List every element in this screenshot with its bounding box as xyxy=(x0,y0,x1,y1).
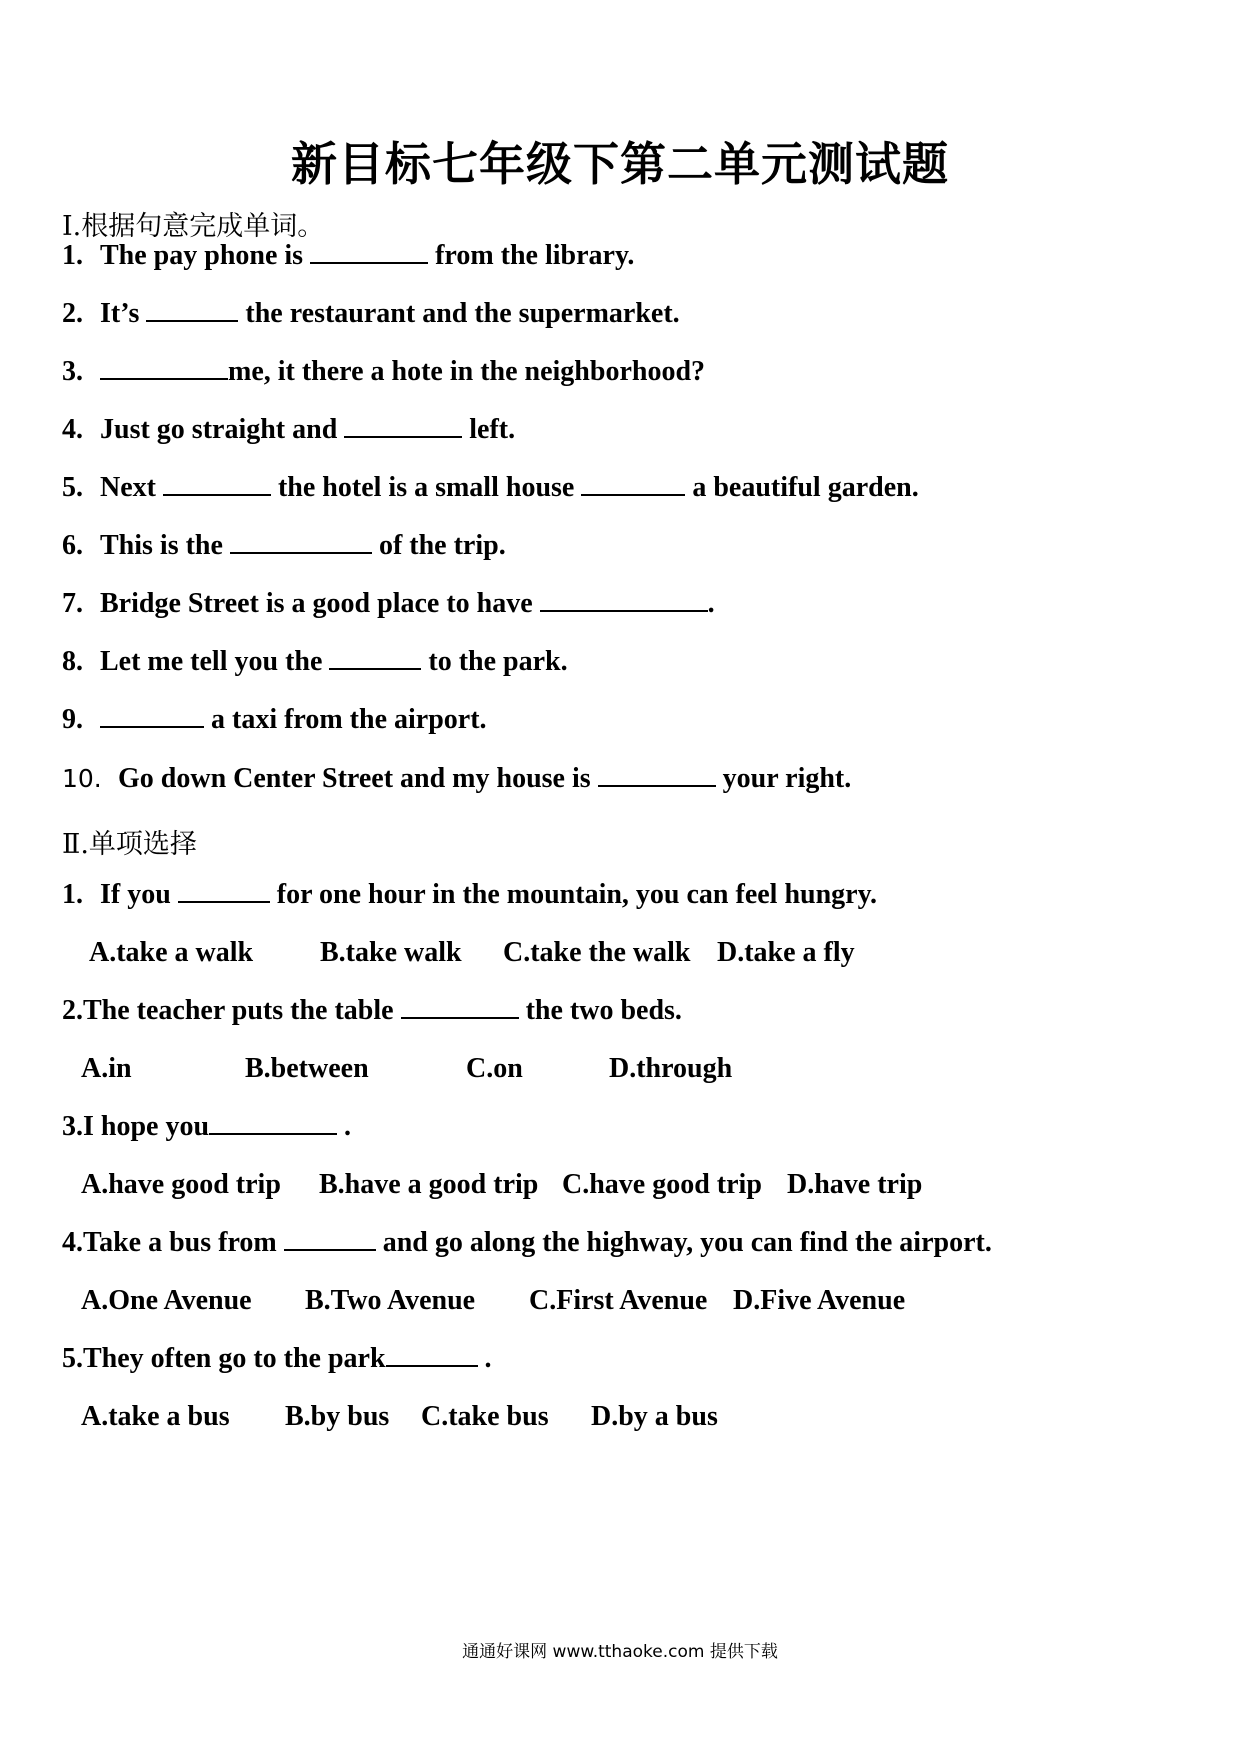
answer-blank xyxy=(146,300,238,322)
mc-option-3a: A.have good trip xyxy=(81,1169,281,1200)
fill-item-7: 7. Bridge Street is a good place to have . xyxy=(62,588,715,619)
fill-item-6: 6. This is the of the trip. xyxy=(62,530,506,561)
mc-question-5: 5.They often go to the park . xyxy=(62,1343,492,1374)
answer-blank xyxy=(581,474,685,496)
mc-question-1: 1. If you for one hour in the mountain, you can feel hungry. xyxy=(62,879,878,910)
mc-option-1a: A.take a walk xyxy=(89,937,254,968)
answer-blank xyxy=(284,1229,376,1251)
fill-item-1: 1. The pay phone is from the library. xyxy=(62,240,635,271)
answer-blank xyxy=(344,416,462,438)
mc-question-3: 3.I hope you . xyxy=(62,1111,352,1142)
fill-item-5: 5. Next the hotel is a small house a beautiful garden. xyxy=(62,472,919,503)
mc-option-3b: B.have a good trip xyxy=(319,1169,539,1200)
answer-blank xyxy=(178,881,270,903)
mc-option-2b: B.between xyxy=(245,1053,369,1084)
page-title: 新目标七年级下第二单元测试题 xyxy=(291,137,949,191)
section-1-heading: Ⅰ.根据句意完成单词。 xyxy=(62,211,325,242)
answer-blank xyxy=(386,1345,478,1367)
mc-option-4a: A.One Avenue xyxy=(81,1285,252,1316)
mc-option-4d: D.Five Avenue xyxy=(733,1285,906,1316)
answer-blank xyxy=(598,765,716,787)
mc-option-5c: C.take bus xyxy=(421,1401,549,1432)
fill-item-4: 4. Just go straight and left. xyxy=(62,414,516,445)
mc-option-2a: A.in xyxy=(81,1053,132,1084)
answer-blank xyxy=(100,706,204,728)
fill-item-3: 3. me, it there a hote in the neighborhood? xyxy=(62,356,706,387)
mc-option-5b: B.by bus xyxy=(285,1401,390,1432)
fill-item-10: 10. Go down Center Street and my house is your right. xyxy=(62,763,852,794)
mc-option-1d: D.take a fly xyxy=(717,937,855,968)
answer-blank xyxy=(209,1113,337,1135)
answer-blank xyxy=(540,590,708,612)
mc-option-2c: C.on xyxy=(466,1053,523,1084)
answer-blank xyxy=(163,474,271,496)
section-2-heading: Ⅱ.单项选择 xyxy=(62,829,197,860)
page-footer: 通通好课网 www.tthaoke.com 提供下载 xyxy=(462,1642,778,1662)
fill-item-2: 2. It’s the restaurant and the supermarket. xyxy=(62,298,680,329)
fill-item-8: 8. Let me tell you the to the park. xyxy=(62,646,568,677)
mc-question-2: 2.The teacher puts the table the two beds. xyxy=(62,995,682,1026)
mc-option-1b: B.take walk xyxy=(320,937,462,968)
mc-option-4b: B.Two Avenue xyxy=(305,1285,476,1316)
fill-item-9: 9. a taxi from the airport. xyxy=(62,704,487,735)
answer-blank xyxy=(401,997,519,1019)
answer-blank xyxy=(230,532,372,554)
answer-blank xyxy=(329,648,421,670)
mc-option-4c: C.First Avenue xyxy=(529,1285,708,1316)
mc-option-1c: C.take the walk xyxy=(503,937,691,968)
answer-blank xyxy=(100,358,228,380)
mc-option-3c: C.have good trip xyxy=(562,1169,762,1200)
mc-option-2d: D.through xyxy=(609,1053,733,1084)
mc-option-5a: A.take a bus xyxy=(81,1401,230,1432)
mc-question-4: 4.Take a bus from and go along the highway, you can find the airport. xyxy=(62,1227,992,1258)
mc-option-5d: D.by a bus xyxy=(591,1401,718,1432)
mc-option-3d: D.have trip xyxy=(787,1169,923,1200)
answer-blank xyxy=(310,242,428,264)
